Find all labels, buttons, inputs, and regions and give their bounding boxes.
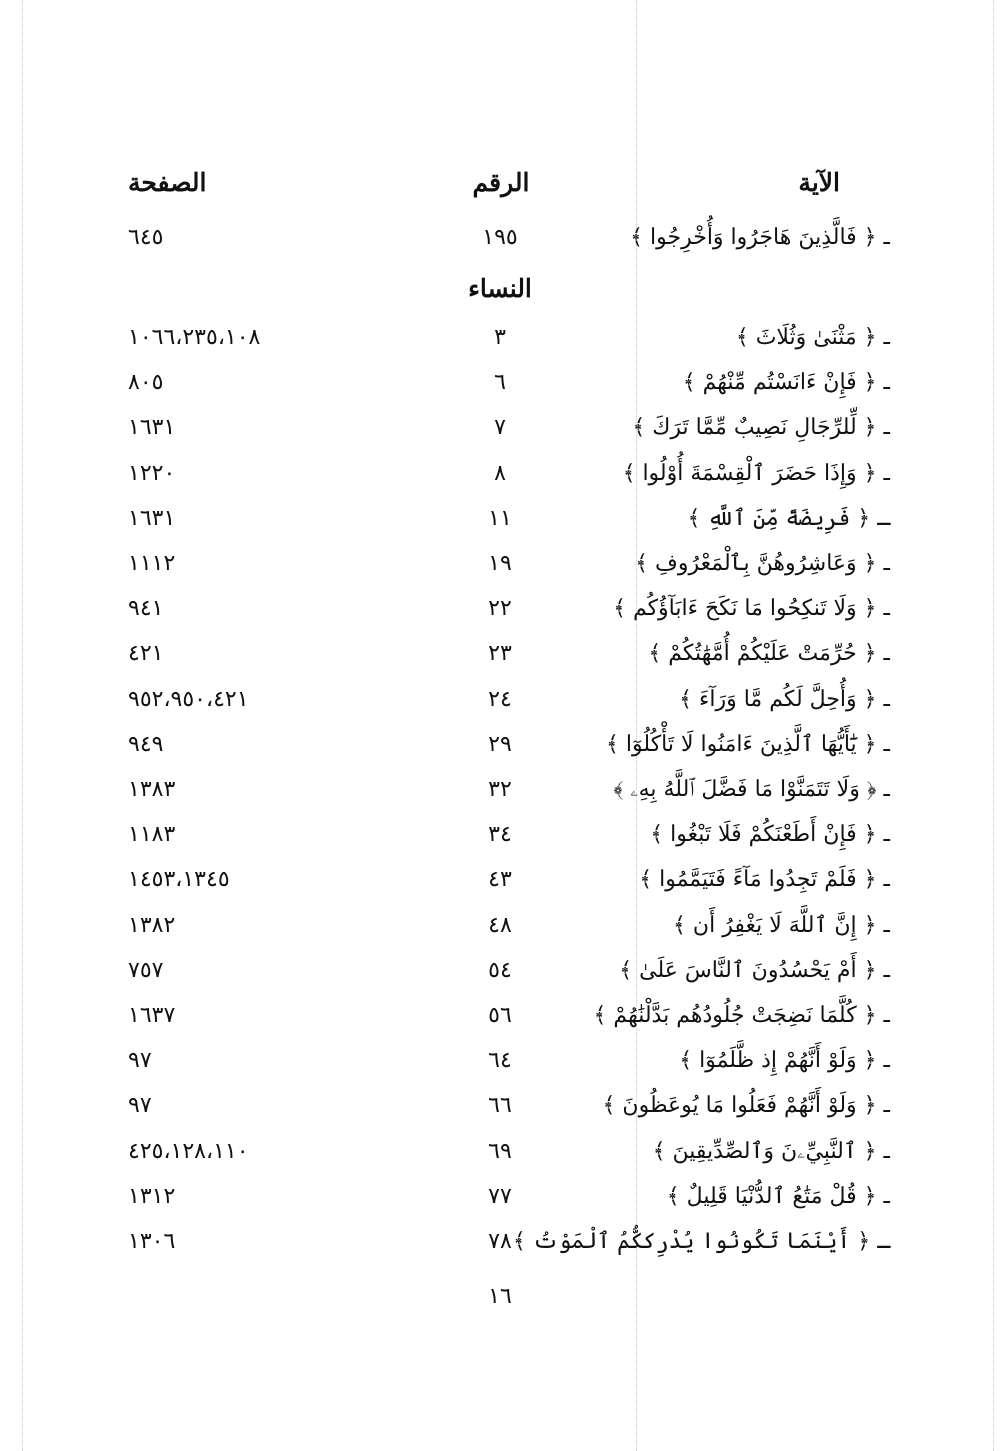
verse-text: ـ ﴿ يَٰٓأَيُّهَا ٱلَّذِينَ ءَامَنُوا لَا تَأْكُلُوٓا ﴾ bbox=[606, 732, 890, 757]
verse-number: ٧ bbox=[494, 415, 506, 440]
table-row bbox=[0, 1222, 1000, 1262]
verse-text: ـ ﴿ وَعَاشِرُوهُنَّ بِٱلْمَعْرُوفِ ﴾ bbox=[635, 551, 890, 576]
table-row bbox=[0, 408, 1000, 448]
page-refs: ١٤٥٣،١٣٤٥ bbox=[128, 867, 230, 892]
table-row bbox=[0, 634, 1000, 674]
page-refs: ١٣١٢ bbox=[128, 1184, 176, 1209]
verse-text: ـ ﴿ فَإِنْ ءَانَسْتُم مِّنْهُمْ ﴾ bbox=[682, 370, 890, 395]
verse-number: ٢٢ bbox=[488, 596, 512, 621]
table-row bbox=[0, 860, 1000, 900]
header-verse: الآية bbox=[798, 168, 840, 197]
page-refs: ١٣٠٦ bbox=[128, 1229, 176, 1254]
page-refs: ١٣٨٣ bbox=[128, 777, 176, 802]
verse-number: ٤٨ bbox=[488, 913, 512, 938]
verse-number: ٥٦ bbox=[488, 1003, 512, 1028]
table-row bbox=[0, 544, 1000, 584]
page-refs: ٩٤١ bbox=[128, 596, 164, 621]
page-refs: ١٢٢٠ bbox=[128, 461, 176, 486]
verse-text: ـ ﴿ حُرِّمَتْ عَلَيْكُمْ أُمَّهَٰتُكُمْ ﴾ bbox=[648, 641, 890, 666]
verse-number: ٢٤ bbox=[488, 687, 512, 712]
verse-text: ـ ﴿ وَلَوْ أَنَّهُمْ فَعَلُوا مَا يُوعَظُونَ ﴾ bbox=[602, 1093, 890, 1118]
page-refs: ٦٤٥ bbox=[128, 225, 164, 250]
page-refs: ٧٥٧ bbox=[128, 958, 164, 983]
verse-text: ـ ﴿ لِّلرِّجَالِ نَصِيبٌ مِّمَّا تَرَكَ ﴾ bbox=[632, 415, 890, 440]
page-refs: ١١١٢ bbox=[128, 551, 176, 576]
verse-text: ـ ﴿ وَلَا تَنكِحُوا مَا نَكَحَ ءَابَآؤُكُم ﴾ bbox=[613, 596, 890, 621]
verse-number: ٨ bbox=[494, 461, 506, 486]
page-number: ١٦ bbox=[488, 1284, 512, 1309]
page-refs: ١١٨٣ bbox=[128, 822, 176, 847]
verse-number: ٤٣ bbox=[488, 867, 512, 892]
verse-number: ١١ bbox=[488, 506, 512, 531]
verse-number: ١٩٥ bbox=[482, 225, 518, 250]
table-row bbox=[0, 1132, 1000, 1172]
page-refs: ٩٧ bbox=[128, 1048, 152, 1073]
table-row bbox=[0, 815, 1000, 855]
verse-text: ـ ﴿ وَأُحِلَّ لَكُم مَّا وَرَآءَ ﴾ bbox=[679, 687, 890, 712]
verse-number: ٦٩ bbox=[488, 1139, 512, 1164]
table-row bbox=[0, 725, 1000, 765]
verse-number: ٧٧ bbox=[488, 1184, 512, 1209]
verse-number: ٥٤ bbox=[488, 958, 512, 983]
table-row bbox=[0, 680, 1000, 720]
table-row bbox=[0, 906, 1000, 946]
header-number: الرقم bbox=[472, 168, 530, 197]
table-row bbox=[0, 499, 1000, 539]
verse-number: ٢٩ bbox=[488, 732, 512, 757]
page-refs: ١٦٣١ bbox=[128, 415, 176, 440]
table-row bbox=[0, 1041, 1000, 1081]
page-refs: ٩٥٢،٩٥٠،٤٢١ bbox=[128, 687, 249, 712]
surah-title: النساء bbox=[468, 274, 532, 303]
table-row bbox=[0, 951, 1000, 991]
verse-text: ـ ﴿ قُلْ مَتَٰعُ ٱلدُّنْيَا قَلِيلٌ ﴾ bbox=[666, 1184, 890, 1209]
verse-number: ٧٨ bbox=[488, 1229, 512, 1254]
verse-text: ـ ﴿ وَإِذَا حَضَرَ ٱلْقِسْمَةَ أُوْلُوا ﴾ bbox=[622, 461, 890, 486]
verse-text: ـ ﴿ أَيْنَمَا تَكُونُوا يُدْرِككُّمُ ٱلْمَوْتُ ﴾ bbox=[512, 1229, 890, 1254]
verse-text: ـ ﴿ فَإِنْ أَطَعْنَكُمْ فَلَا تَبْغُوا ﴾ bbox=[650, 822, 890, 847]
verse-text: ـ ﴿ وَلَوْ أَنَّهُمْ إِذ ظَّلَمُوٓا ﴾ bbox=[679, 1048, 890, 1073]
table-row bbox=[0, 363, 1000, 403]
page-refs: ١٣٨٢ bbox=[128, 913, 176, 938]
verse-number: ٦٤ bbox=[488, 1048, 512, 1073]
verse-number: ٣٤ bbox=[488, 822, 512, 847]
page-refs: ٤٢١ bbox=[128, 641, 164, 666]
verse-text: ـ ﴿ ٱلنَّبِيِّۦنَ وَٱلصِّدِّيقِينَ ﴾ bbox=[652, 1139, 890, 1164]
verse-number: ٣ bbox=[494, 325, 506, 350]
table-row bbox=[0, 589, 1000, 629]
verse-number: ١٩ bbox=[488, 551, 512, 576]
verse-text: ـ ﴿ وَلَا تَتَمَنَّوْا مَا فَضَّلَ ٱللَّهُ بِهِۦ ﴾ bbox=[613, 777, 890, 802]
verse-number: ٣٢ bbox=[488, 777, 512, 802]
page-refs: ٩٧ bbox=[128, 1093, 152, 1118]
page-refs: ٨٠٥ bbox=[128, 370, 164, 395]
table-row bbox=[0, 454, 1000, 494]
page-refs: ٤٢٥،١٢٨،١١٠ bbox=[128, 1139, 249, 1164]
verse-text: ـ ﴿ فَرِيضَةً مِّنَ ٱللَّهِ ﴾ bbox=[687, 506, 890, 531]
verse-text: ـ ﴿ فَالَّذِينَ هَاجَرُوا وَأُخْرِجُوا ﴾ bbox=[630, 225, 890, 250]
table-row bbox=[0, 218, 1000, 258]
verse-text: ـ ﴿ مَثْنَىٰ وَثُلَاثَ ﴾ bbox=[735, 325, 890, 350]
verse-text: ـ ﴿ إِنَّ ٱللَّهَ لَا يَغْفِرُ أَن ﴾ bbox=[673, 913, 890, 938]
verse-text: ـ ﴿ كُلَّمَا نَضِجَتْ جُلُودُهُم بَدَّلْنَٰهُمْ ﴾ bbox=[593, 1003, 890, 1028]
page-refs: ١٠٦٦،٢٣٥،١٠٨ bbox=[128, 325, 261, 350]
table-row bbox=[0, 770, 1000, 810]
header-page: الصفحة bbox=[128, 168, 207, 197]
verse-number: ٢٣ bbox=[488, 641, 512, 666]
verse-number: ٦٦ bbox=[488, 1093, 512, 1118]
table-row bbox=[0, 1086, 1000, 1126]
page-refs: ٩٤٩ bbox=[128, 732, 164, 757]
verse-text: ـ ﴿ أَمْ يَحْسُدُونَ ٱلنَّاسَ عَلَىٰ ﴾ bbox=[619, 958, 890, 983]
table-row bbox=[0, 996, 1000, 1036]
table-row bbox=[0, 1177, 1000, 1217]
table-row bbox=[0, 318, 1000, 358]
page-refs: ١٦٣٧ bbox=[128, 1003, 176, 1028]
verse-number: ٦ bbox=[494, 370, 506, 395]
page-refs: ١٦٣١ bbox=[128, 506, 176, 531]
verse-text: ـ ﴿ فَلَمْ تَجِدُوا مَآءً فَتَيَمَّمُوا ﴾ bbox=[639, 867, 890, 892]
